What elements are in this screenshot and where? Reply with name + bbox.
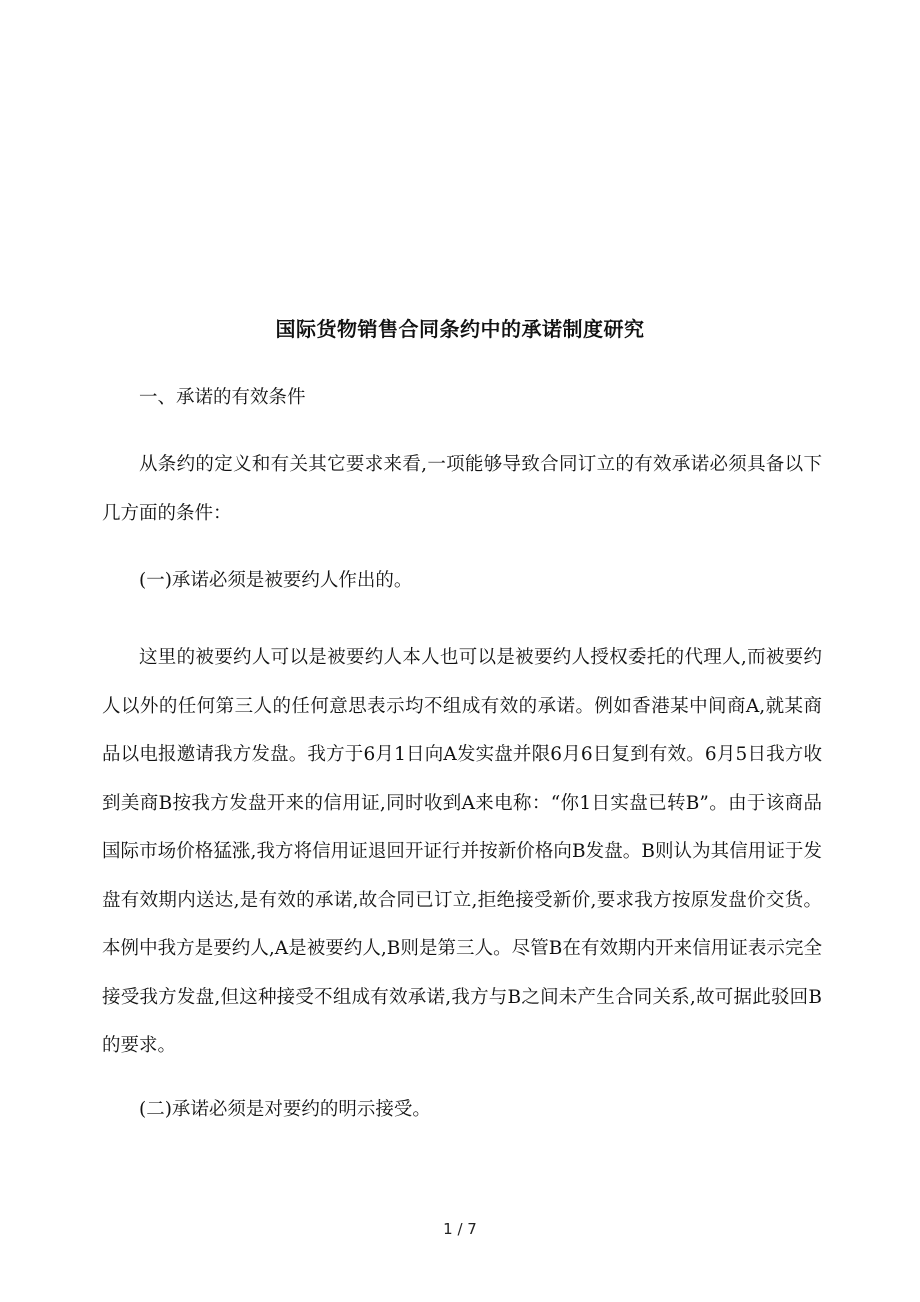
body-paragraph: 从条约的定义和有关其它要求来看,一项能够导致合同订立的有效承诺必须具备以下几方面的条件：: [102, 454, 822, 524]
subsection-heading: (一)承诺必须是被要约人作出的。: [139, 570, 413, 591]
document-title: 国际货物销售合同条约中的承诺制度研究: [275, 317, 645, 341]
body-paragraph: 这里的被要约人可以是被要约人本人也可以是被要约人授权委托的代理人,而被要约人以外的任何第三人的任何意思表示均不组成有效的承诺。例如香港某中间商A,就某商品以电报邀请我方发盘。我方于6月1日向A发实盘并限6月6日复到有效。6月5日我方收到美商B按我方发盘开来的信用证,同时收到A来电称：“你1日实盘已转B”。由于该商品国际市场价格猛涨,我方将信用证退回开证行并按新价格向B发盘。B则认为其信用证于发盘有效期内送达,是有效的承诺,故合同已订立,拒绝接受新价,要求我方按原发盘价交货。本例中我方是要约人,A是被要约人,B则是第三人。尽管B在有效期内开来信用证表示完全接受我方发盘,但这种接受不组成有效承诺,我方与B之间未产生合同关系,故可据此驳回B的要求。: [102, 647, 822, 1056]
subsection-heading: (二)承诺必须是对要约的明示接受。: [139, 1099, 431, 1120]
section-heading: 一、承诺的有效条件: [139, 387, 306, 408]
page-number: 1 / 7: [443, 1220, 477, 1238]
